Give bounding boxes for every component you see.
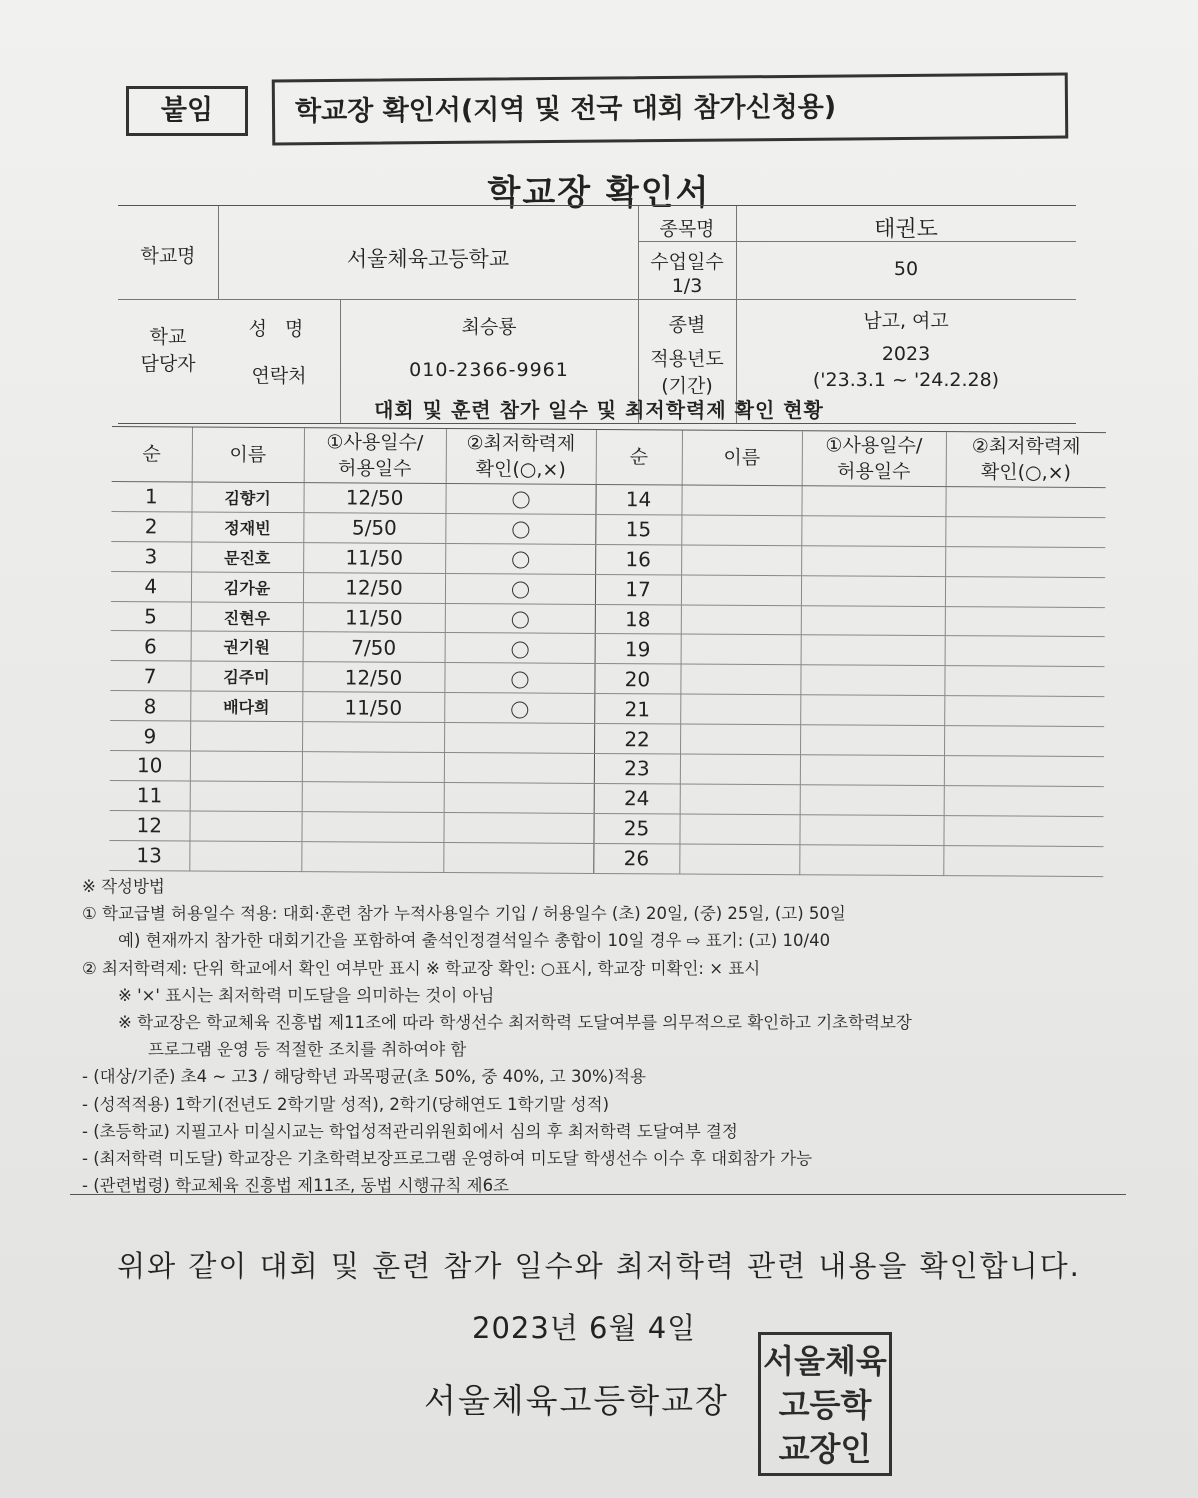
header-days-line2: 허용일수	[337, 457, 412, 480]
event-label: 종목명	[659, 218, 715, 240]
row-check-right	[945, 636, 1105, 667]
row-no: 4	[111, 571, 191, 601]
status-title: 대회 및 훈련 참가 일수 및 최저학력제 확인 현황	[374, 398, 824, 422]
staff-label-line2: 담당자	[140, 353, 196, 375]
method-line: ※ '×' 표시는 최저학력 미도달을 의미하는 것이 아님	[118, 985, 495, 1005]
row-no-right: 23	[594, 753, 680, 783]
row-check	[444, 693, 594, 724]
method-line: - (초등학교) 지필고사 미실시교는 학업성적관리위원회에서 심의 후 최저학력 도달여부 결정	[82, 1121, 738, 1141]
row-days-right	[800, 665, 944, 696]
method-line: 예) 현재까지 참가한 대회기간을 포함하여 출석인정결석일수 총합이 10일 경우 ⇨ 표기: (고) 10/40	[118, 931, 831, 951]
document-title: 학교장 확인서	[487, 173, 711, 213]
staff-name-value: 최승룡	[461, 316, 517, 338]
row-days: 7/50	[303, 632, 445, 663]
row-name: 진현우	[191, 602, 303, 633]
category-value: 남고, 여고	[863, 310, 949, 332]
header-no: 순	[112, 427, 192, 482]
row-no-right: 16	[595, 544, 681, 574]
method-line: - (관련법령) 학교체육 진흥법 제11조, 동법 시행규칙 제6조	[82, 1176, 509, 1196]
row-check	[445, 513, 595, 544]
check-circle-mark	[511, 611, 528, 628]
row-no-right: 17	[595, 574, 681, 604]
row-check-right	[945, 546, 1105, 577]
row-days	[302, 752, 444, 783]
row-no: 5	[111, 601, 191, 631]
method-line: - (대상/기준) 초4 ~ 고3 / 해당학년 과목평균(초 50%, 중 40%, 고 30%)적용	[82, 1067, 646, 1087]
row-check	[443, 812, 593, 843]
row-days-right	[801, 635, 945, 666]
period-value: ('23.3.1 ~ '24.2.28)	[812, 369, 1000, 391]
row-name	[189, 811, 301, 842]
check-circle-mark	[511, 671, 528, 688]
class-days-label: 수업일수	[650, 251, 724, 273]
row-no: 8	[110, 691, 190, 721]
method-line: 프로그램 운영 등 적절한 조치를 취하여야 함	[148, 1040, 467, 1060]
row-name-right	[681, 545, 801, 576]
row-days-right	[801, 486, 945, 517]
row-no: 13	[109, 840, 189, 870]
row-days-right	[800, 755, 944, 786]
participant-table	[109, 426, 1106, 877]
row-no-right: 19	[595, 634, 681, 664]
header-title: 학교장 확인서(지역 및 전국 대회 참가신청용)	[272, 73, 1069, 146]
row-no: 7	[110, 661, 190, 691]
row-no-right: 14	[595, 484, 681, 514]
row-check	[444, 663, 594, 694]
year-label: 적용년도	[650, 348, 724, 370]
row-days	[302, 722, 444, 753]
row-check-right	[945, 516, 1105, 547]
row-name: 배다희	[190, 691, 302, 722]
year-value: 2023	[881, 343, 931, 365]
row-name	[189, 841, 301, 872]
row-days: 12/50	[303, 483, 445, 514]
row-days	[302, 782, 444, 813]
row-name-right	[681, 605, 801, 636]
row-check-right	[945, 576, 1105, 607]
staff-label-line1: 학교	[149, 326, 187, 348]
method-line: ※ 작성방법	[82, 877, 165, 896]
row-name	[190, 781, 302, 812]
row-check-right	[945, 606, 1105, 637]
row-check	[445, 573, 595, 604]
row-name: 김주미	[190, 661, 302, 692]
check-circle-mark	[511, 641, 528, 658]
header-days-right-line1: ①사용일수/	[825, 434, 923, 457]
contact-label: 연락처	[251, 365, 307, 387]
check-circle-mark	[512, 552, 529, 569]
header-check-line2: 확인(○,×)	[475, 458, 566, 481]
row-days: 5/50	[303, 513, 445, 544]
row-days-right	[799, 815, 943, 846]
writing-method-notes	[82, 873, 1122, 1199]
header-check	[446, 429, 596, 484]
row-days: 11/50	[303, 602, 445, 633]
check-circle-mark	[512, 492, 529, 509]
row-check	[444, 753, 594, 784]
row-no-right: 25	[593, 813, 679, 843]
row-name-right	[679, 814, 799, 845]
header-no-right: 순	[596, 430, 682, 485]
row-check-right	[944, 756, 1104, 787]
row-check-right	[943, 815, 1103, 846]
seal-line: 고등학	[778, 1386, 872, 1424]
school-name-value: 서울체육고등학교	[346, 247, 510, 271]
school-name-label: 학교명	[140, 245, 196, 267]
contact-value: 010-2366-9961	[409, 359, 569, 381]
check-circle-mark	[511, 582, 528, 599]
row-no-right: 15	[595, 514, 681, 544]
row-check-right	[945, 487, 1105, 518]
row-check	[444, 723, 594, 754]
row-name-right	[680, 664, 800, 695]
row-name-right	[680, 694, 800, 725]
row-days-right	[799, 844, 943, 875]
method-line: ① 학교급별 허용일수 적용: 대회·훈련 참가 누적사용일수 기입 / 허용일수 (초) 20일, (중) 25일, (고) 50일	[82, 904, 846, 924]
row-check	[445, 603, 595, 634]
row-check	[445, 633, 595, 664]
header-check-right-line2: 확인(○,×)	[980, 461, 1072, 484]
row-days-right	[801, 516, 945, 547]
row-check-right	[944, 726, 1104, 757]
row-no: 3	[111, 541, 191, 571]
row-check-right	[944, 785, 1104, 816]
event-value: 태권도	[874, 217, 938, 242]
row-check	[443, 842, 593, 873]
row-name-right	[680, 784, 800, 815]
check-circle-mark	[512, 522, 529, 539]
row-name: 문진호	[191, 542, 303, 573]
row-no-right: 24	[594, 783, 680, 813]
row-days	[301, 841, 443, 872]
row-no: 1	[111, 481, 191, 511]
divider	[70, 1194, 1126, 1195]
principal-name: 서울체육고등학교장	[424, 1381, 729, 1420]
row-name-right	[681, 485, 801, 516]
header-days-line1: ①사용일수/	[326, 431, 424, 454]
row-days-right	[801, 575, 945, 606]
class-days-fraction: 1/3	[671, 275, 703, 297]
official-seal	[758, 1332, 892, 1476]
attachment-label: 붙임	[126, 86, 248, 136]
row-no-right: 21	[594, 694, 680, 724]
row-check-right	[944, 696, 1104, 727]
row-name: 권기원	[191, 631, 303, 662]
row-days: 12/50	[302, 662, 444, 693]
confirmation-statement: 위와 같이 대회 및 훈련 참가 일수와 최저학력 관련 내용을 확인합니다.	[117, 1249, 1081, 1283]
row-check-right	[944, 666, 1104, 697]
seal-line: 서울체육	[763, 1342, 887, 1380]
header-check-line1: ②최저학력제	[466, 432, 576, 455]
method-line: ② 최저학력제: 단위 학교에서 확인 여부만 표시 ※ 학교장 확인: ○표시, 학교장 미확인: × 표시	[82, 958, 761, 978]
row-no: 11	[110, 780, 190, 810]
row-no-right: 26	[593, 843, 679, 873]
row-name: 김향기	[191, 482, 303, 513]
row-name: 김가윤	[191, 572, 303, 603]
row-no: 9	[110, 721, 190, 751]
class-days-value: 50	[893, 258, 919, 280]
row-name	[190, 721, 302, 752]
header-days-right	[802, 431, 946, 486]
check-circle-mark	[511, 701, 528, 718]
row-days: 11/50	[303, 542, 445, 573]
category-label: 종별	[668, 314, 706, 336]
method-line: ※ 학교장은 학교체육 진흥법 제11조에 따라 학생선수 최저학력 도달여부를 의무적으로 확인하고 기초학력보장	[118, 1013, 912, 1033]
row-no-right: 22	[594, 724, 680, 754]
row-name-right	[680, 724, 800, 755]
row-name: 정재빈	[191, 512, 303, 543]
row-name-right	[681, 634, 801, 665]
row-days-right	[801, 545, 945, 576]
row-days-right	[800, 785, 944, 816]
confirmation-date: 2023년 6월 4일	[472, 1311, 697, 1345]
row-days-right	[800, 695, 944, 726]
table-header-row	[112, 427, 1106, 488]
table-row	[109, 840, 1103, 876]
row-no: 6	[111, 631, 191, 661]
row-name-right	[679, 844, 799, 875]
header-name: 이름	[192, 427, 304, 482]
row-no: 12	[109, 810, 189, 840]
row-name-right	[681, 575, 801, 606]
row-no: 2	[111, 511, 191, 541]
row-name-right	[681, 515, 801, 546]
row-no-right: 18	[595, 604, 681, 634]
row-name-right	[680, 754, 800, 785]
row-days-right	[801, 605, 945, 636]
staff-name-label: 성 명	[248, 318, 310, 340]
row-name	[190, 751, 302, 782]
method-line: - (성적적용) 1학기(전년도 2학기말 성적), 2학기(당해연도 1학기말 성적)	[82, 1094, 610, 1114]
header-days-right-line2: 허용일수	[836, 460, 911, 483]
row-days: 12/50	[303, 572, 445, 603]
method-line: - (최저학력 미도달) 학교장은 기초학력보장프로그램 운영하여 미도달 학생선수 이수 후 대회참가 가능	[82, 1149, 813, 1169]
row-days-right	[800, 725, 944, 756]
row-check-right	[943, 845, 1103, 876]
row-no: 10	[110, 751, 190, 781]
header-check-right	[946, 432, 1106, 487]
period-label: (기간)	[661, 375, 713, 397]
row-check	[444, 782, 594, 813]
row-days: 11/50	[302, 692, 444, 723]
seal-line: 교장인	[778, 1430, 872, 1468]
row-days	[301, 811, 443, 842]
school-info-block	[118, 205, 1076, 424]
header-days	[304, 428, 446, 483]
header-name-right: 이름	[682, 430, 802, 485]
row-check	[445, 543, 595, 574]
row-no-right: 20	[594, 664, 680, 694]
row-check	[445, 484, 595, 515]
header-check-right-line1: ②최저학력제	[971, 435, 1081, 458]
